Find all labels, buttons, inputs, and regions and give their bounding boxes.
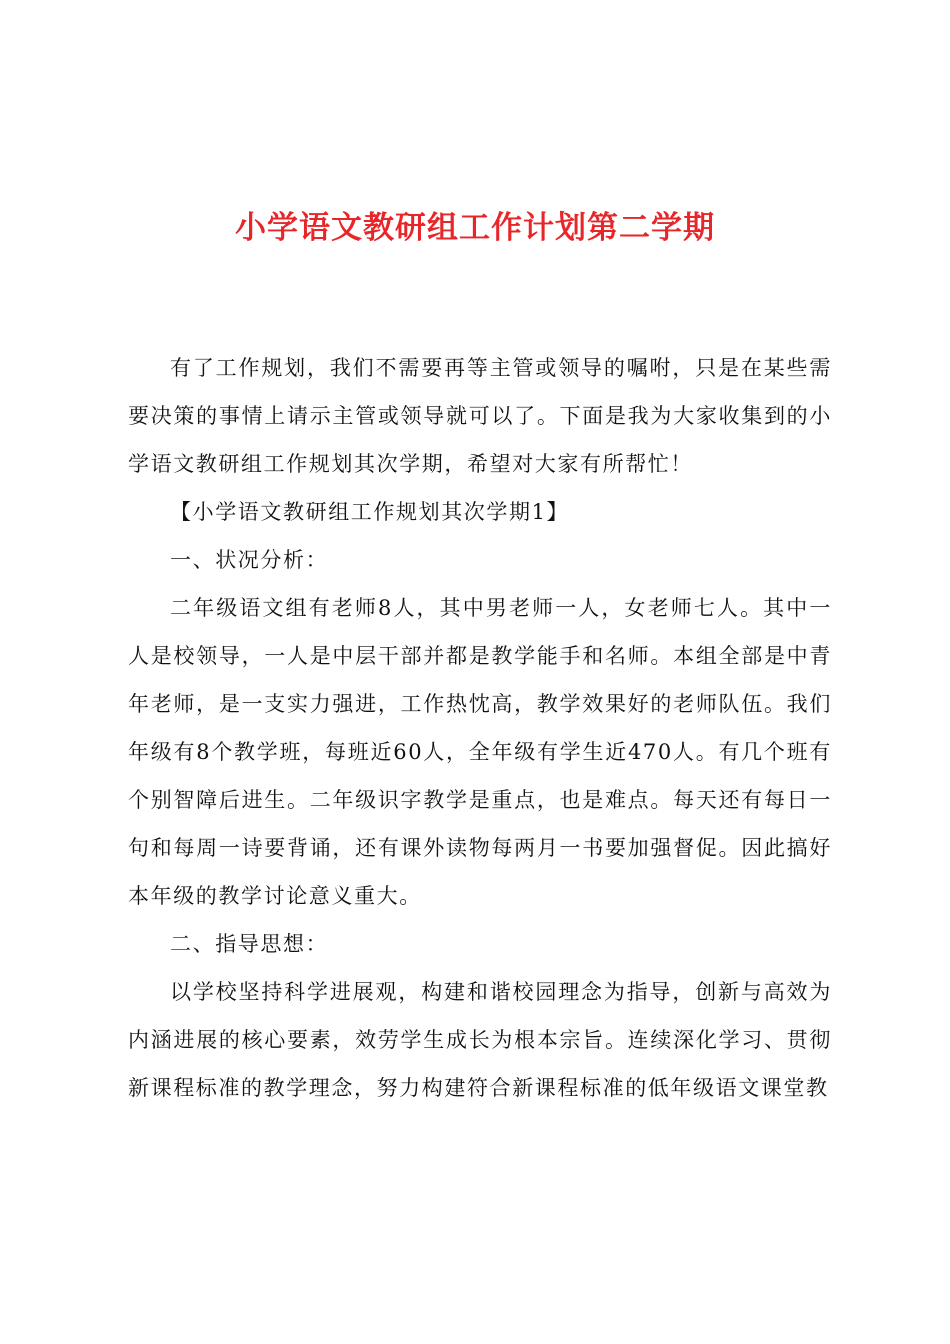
- paragraph-situation: 二年级语文组有老师8人，其中男老师一人，女老师七人。其中一人是校领导，一人是中层干部并都是教学能手和名师。本组全部是中青年老师，是一支实力强进，工作热忱高，教学效果好的老师队伍。我们年级有8个教学班，每班近60人，全年级有学生近470人。有几个班有个别智障后进生。二年级识字教学是重点，也是难点。每天还有每日一句和每周一诗要背诵，还有课外读物每两月一书要加强督促。因此搞好本年级的教学讨论意义重大。: [128, 596, 832, 908]
- document-body: [128, 344, 832, 1112]
- document-title: 小学语文教研组工作计划第二学期: [235, 210, 715, 246]
- paragraph-heading-guidance: 二、指导思想：: [170, 932, 329, 956]
- paragraph-heading-situation: 一、状况分析：: [170, 548, 329, 572]
- paragraph-guidance: 以学校坚持科学进展观，构建和谐校园理念为指导，创新与高效为内涵进展的核心要素，效劳学生成长为根本宗旨。连续深化学习、贯彻新课程标准的教学理念，努力构建符合新课程标准的低年级语文课堂教: [128, 980, 832, 1100]
- paragraph-intro: 有了工作规划，我们不需要再等主管或领导的嘱咐，只是在某些需要决策的事情上请示主管或领导就可以了。下面是我为大家收集到的小学语文教研组工作规划其次学期，希望对大家有所帮忙！: [128, 356, 832, 476]
- paragraph-section-heading: 【小学语文教研组工作规划其次学期1】: [170, 500, 570, 524]
